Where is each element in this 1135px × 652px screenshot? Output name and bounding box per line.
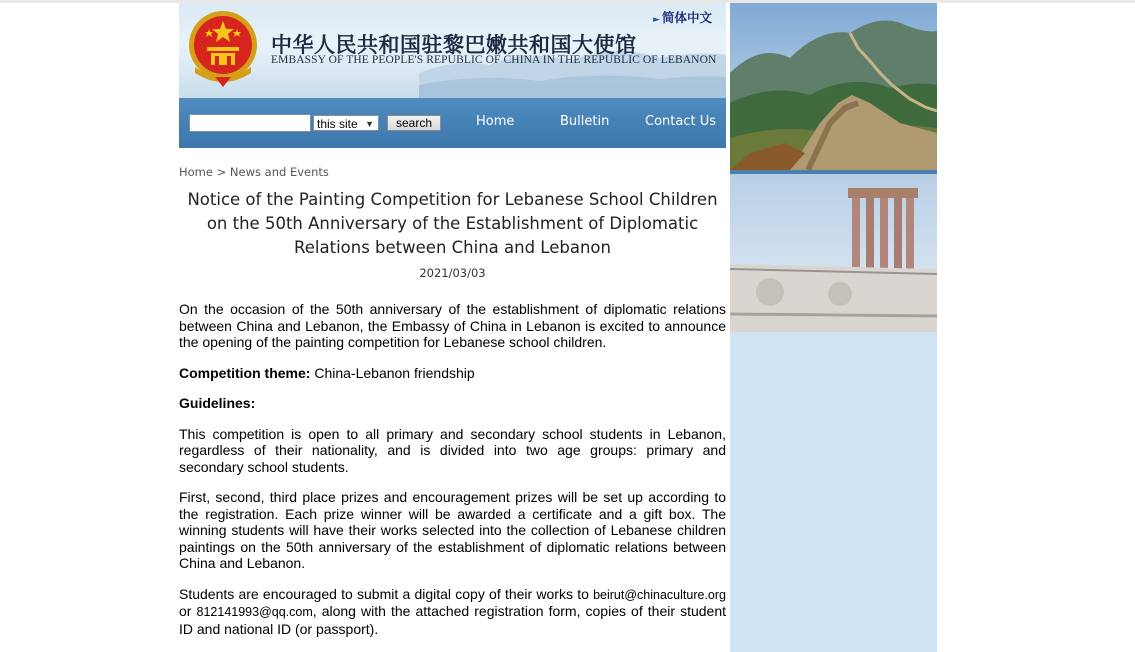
article-title: Notice of the Painting Competition for Lebanese School Children on the 50th Anniversary of the Establishment of Diplomatic Relations between China and Lebanon [187, 190, 718, 257]
article-paragraph: First, second, third place prizes and encouragement prizes will be set up according to the registration. Each prize winner will be awarded a certificate and a gift box. The winning students will have their works selected into the collection of Lebanese children paintings on the 50th anniversary of the establishment of diplomatic relations between China and Lebanon. [179, 489, 726, 571]
article-body [179, 301, 726, 651]
national-emblem-icon [185, 7, 261, 89]
language-switch-label: 简体中文 [661, 10, 712, 25]
theme-label: Competition theme: [179, 364, 311, 381]
site-title-english: EMBASSY OF THE PEOPLE'S REPUBLIC OF CHINA IN THE REPUBLIC OF LEBANON [271, 54, 717, 66]
nav-bulletin-link[interactable]: Bulletin [560, 114, 610, 129]
breadcrumb-home-link[interactable]: Home [179, 165, 213, 179]
search-button[interactable]: search [387, 115, 441, 131]
breadcrumb-separator: > [216, 165, 227, 179]
article-paragraph: On the occasion of the 50th anniversary of the establishment of diplomatic relations between China and Lebanon, the Embassy of China in Lebanon is excited to announce the opening of the painting competition for Lebanese school children. [179, 301, 726, 350]
breadcrumb-section-link[interactable]: News and Events [229, 165, 329, 179]
article-paragraph-theme [179, 365, 726, 382]
article-paragraph: This competition is open to all primary and secondary school students in Lebanon, regardless of their nationality, and is divided into two age groups: primary and secondary school students. [179, 425, 726, 475]
site-title-chinese: 中华人民共和国驻黎巴嫩共和国大使馆 [271, 33, 637, 57]
article-paragraph-submission [179, 586, 726, 638]
main-column [179, 3, 726, 652]
nav-home-link[interactable]: Home [476, 114, 515, 129]
search-scope-value: this site [317, 117, 358, 131]
arrow-right-icon: ► [653, 15, 660, 25]
search-scope-select[interactable] [313, 115, 379, 131]
language-switch-link[interactable] [653, 8, 712, 26]
article-paragraph-guidelines [179, 395, 726, 412]
nav-contact-link[interactable]: Contact Us [645, 114, 716, 129]
sidebar-panel [730, 3, 937, 652]
baalbek-columns-photo [730, 174, 937, 332]
submission-text-end: , along with the attached registration form, copies of their student ID and national ID (or passport). [179, 603, 726, 637]
breadcrumb [179, 165, 329, 179]
chevron-down-icon: ▼ [365, 119, 374, 129]
great-wall-photo [730, 3, 937, 170]
submission-text: Students are encouraged to submit a digital copy of their works to [179, 585, 594, 602]
page [179, 3, 937, 652]
email-link-chinaculture[interactable]: beirut@chinaculture.org [593, 587, 726, 602]
search-input[interactable] [189, 114, 311, 132]
theme-value: China-Lebanon friendship [310, 364, 475, 381]
navigation-bar [179, 98, 726, 148]
site-banner [179, 3, 726, 98]
submission-text-or: or [179, 603, 197, 619]
guidelines-label: Guidelines: [179, 395, 256, 411]
email-link-qq[interactable]: 812141993@qq.com [196, 605, 313, 619]
article-date: 2021/03/03 [419, 266, 486, 280]
